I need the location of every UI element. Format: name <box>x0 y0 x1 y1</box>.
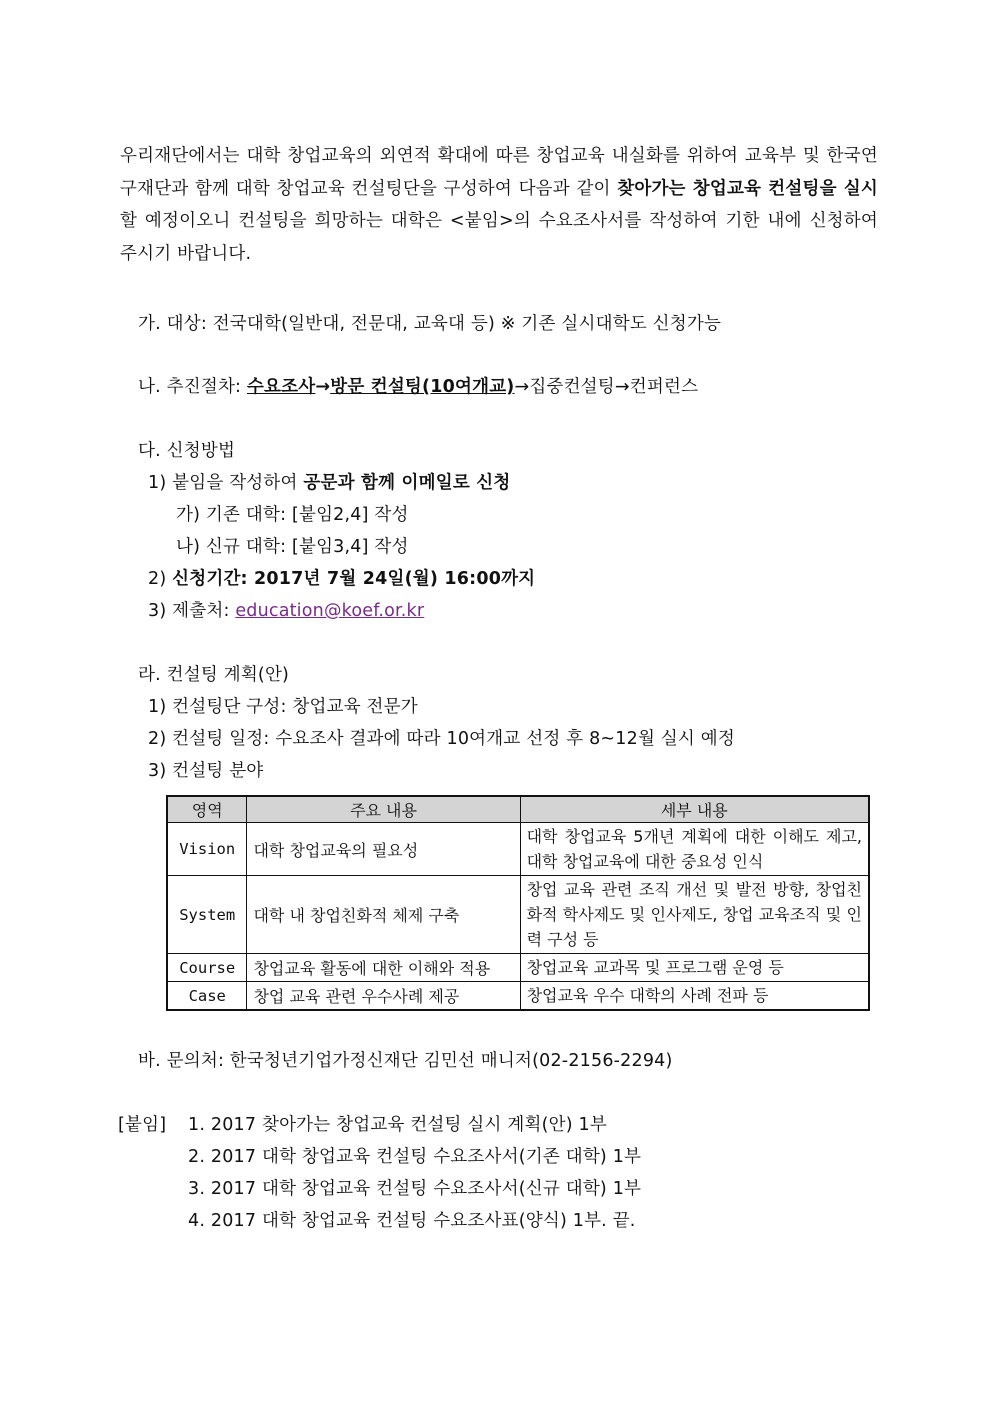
apply-item-2 <box>148 565 535 590</box>
table-cell-area: System <box>167 876 247 954</box>
target-line: 가. 대상: 전국대학(일반대, 전문대, 교육대 등) ※ 기존 실시대학도 신청가능 <box>138 314 722 334</box>
table-cell-detail: 창업 교육 관련 조직 개선 및 발전 방향, 창업친화적 학사제도 및 인사제도, 창업 교육조직 및 인력 구성 등 <box>520 876 869 954</box>
table-cell-area: Case <box>167 982 247 1011</box>
table-row <box>167 876 869 954</box>
apply-item-1a: 가) 기존 대학: [붙임2,4] 작성 <box>176 505 409 525</box>
table-cell-detail: 창업교육 우수 대학의 사례 전파 등 <box>520 982 869 1011</box>
apply-period: 신청기간: 2017년 7월 24일(월) 16:00까지 <box>172 569 536 589</box>
table-cell-detail: 창업교육 교과목 및 프로그램 운영 등 <box>520 954 869 982</box>
table-header-detail: 세부 내용 <box>520 796 869 823</box>
table-cell-detail: 대학 창업교육 5개년 계획에 대한 이해도 제고, 대학 창업교육에 대한 중요성 인식 <box>520 823 869 876</box>
plan-item-2: 2) 컨설팅 일정: 수요조사 결과에 따라 10여개교 선정 후 8~12월 실시 예정 <box>148 729 736 749</box>
table-header-area: 영역 <box>167 796 247 823</box>
attachment-item: 4. 2017 대학 창업교육 컨설팅 수요조사표(양식) 1부. 끝. <box>188 1211 636 1231</box>
attachment-item: 1. 2017 찾아가는 창업교육 컨설팅 실시 계획(안) 1부 <box>188 1115 607 1135</box>
apply-item-3 <box>148 597 424 622</box>
procedure-arrow: → <box>315 377 331 397</box>
table-row <box>167 823 869 876</box>
apply-item-1-prefix: 1) 붙임을 작성하여 <box>148 473 304 493</box>
intro-text-1: 우리재단에서는 대학 창업교육의 외연적 확대에 따른 창업교육 내실화를 위하여 교육부 및 한국연구재단과 함께 대학 창업교육 컨설팅단을 구성하여 다음과 같이 <box>120 146 878 199</box>
table-cell-main: 창업 교육 관련 우수사례 제공 <box>247 982 520 1011</box>
attachment-item: 2. 2017 대학 창업교육 컨설팅 수요조사서(기존 대학) 1부 <box>188 1147 642 1167</box>
procedure-label: 나. 추진절차: <box>138 377 247 397</box>
intro-bold-text: 찾아가는 창업교육 컨설팅을 실시 <box>617 178 878 199</box>
attachment-item: 3. 2017 대학 창업교육 컨설팅 수요조사서(신규 대학) 1부 <box>188 1179 642 1199</box>
apply-item-1b: 나) 신규 대학: [붙임3,4] 작성 <box>176 537 409 557</box>
intro-text-2: 할 예정이오니 컨설팅을 희망하는 대학은 <붙임>의 수요조사서를 작성하여 기한 내에 신청하여 주시기 바랍니다. <box>120 211 878 264</box>
apply-item-1-bold: 공문과 함께 이메일로 신청 <box>303 473 511 493</box>
plan-item-1: 1) 컨설팅단 구성: 창업교육 전문가 <box>148 697 418 717</box>
apply-item-3-prefix: 3) 제출처: <box>148 601 236 621</box>
table-header-main: 주요 내용 <box>247 796 520 823</box>
table-row <box>167 954 869 982</box>
apply-item-2-prefix: 2) <box>148 569 173 589</box>
plan-item-3: 3) 컨설팅 분야 <box>148 761 264 781</box>
apply-heading: 다. 신청방법 <box>138 441 236 461</box>
procedure-line <box>138 373 698 398</box>
contact-line: 바. 문의처: 한국청년기업가정신재단 김민선 매니저(02-2156-2294) <box>138 1051 673 1071</box>
table-header-row <box>167 796 869 823</box>
plan-heading: 라. 컨설팅 계획(안) <box>138 665 290 685</box>
submission-email-link[interactable]: education@koef.or.kr <box>235 601 425 621</box>
intro-paragraph <box>120 140 878 270</box>
procedure-step-visit: 방문 컨설팅(10여개교) <box>330 377 515 397</box>
table-cell-main: 대학 내 창업친화적 체제 구축 <box>247 876 520 954</box>
procedure-step-survey: 수요조사 <box>246 377 316 397</box>
table-row <box>167 982 869 1011</box>
consulting-areas-table <box>166 795 870 1011</box>
apply-item-1 <box>148 469 510 494</box>
procedure-rest: →집중컨설팅→컨퍼런스 <box>514 377 699 397</box>
table-cell-area: Course <box>167 954 247 982</box>
table-cell-main: 창업교육 활동에 대한 이해와 적용 <box>247 954 520 982</box>
table-cell-area: Vision <box>167 823 247 876</box>
attachments-label: [붙임] <box>118 1115 167 1135</box>
table-cell-main: 대학 창업교육의 필요성 <box>247 823 520 876</box>
